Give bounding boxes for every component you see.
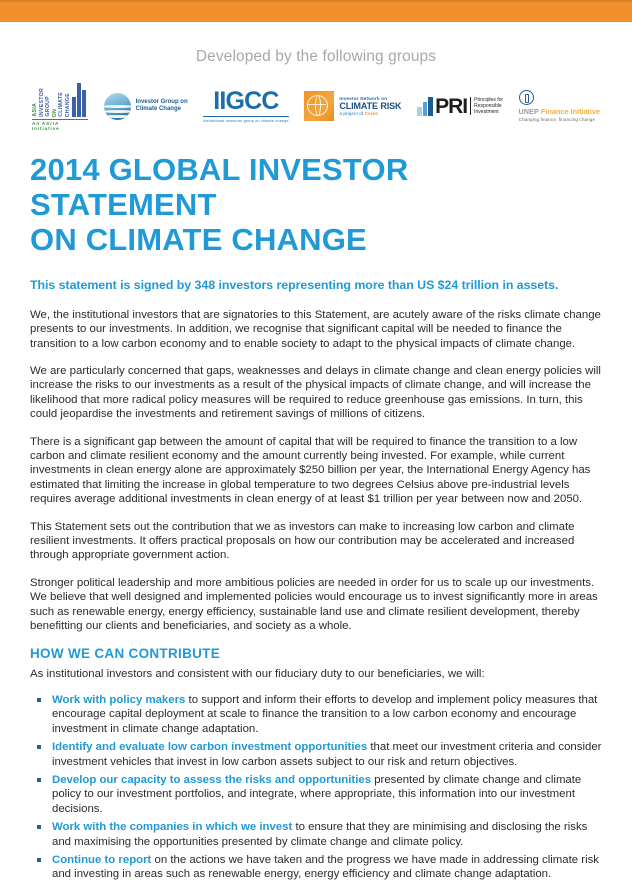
list-item-rest: to support and inform their efforts to develop and implement policy measures that encourage capital deployment at scale to finance the transition to a low carbon economy and encourage investment in climate change adaptation. (52, 693, 598, 735)
partner-logo-strip (30, 82, 602, 130)
list-item (30, 773, 602, 816)
page-title-line-1: 2014 GLOBAL INVESTOR STATEMENT (30, 152, 409, 222)
logo-investor-group-on-climate-change (104, 93, 188, 120)
list-item (30, 853, 602, 882)
aigcc-bar-chart-icon (72, 83, 87, 117)
pri-tagline-line-3: Investment (474, 109, 499, 115)
iigcc-tagline: institutional investors group on climate change (203, 116, 288, 123)
logo-investor-network-on-climate-risk (304, 91, 401, 121)
square-bullet-icon (37, 778, 41, 782)
incr-line-3 (339, 111, 401, 116)
pri-tagline-line-1: Principles for (474, 97, 504, 103)
list-item (30, 693, 602, 736)
square-bullet-icon (37, 858, 41, 862)
incr-project-prefix: a project of (339, 111, 365, 116)
paragraph-1: We, the institutional investors that are signatories to this Statement, are acutely aware of the risks climate change presents to our investments. In addition, we recognise that significant capital will be needed to finance the transition to a low carbon economy and to enable society to adapt to the physical impacts of climate change. (30, 308, 601, 350)
body-copy (30, 308, 602, 634)
square-bullet-icon (37, 745, 41, 749)
aigcc-word-change: CHANGE (64, 92, 71, 117)
page-title-line-2: ON CLIMATE CHANGE (30, 222, 367, 257)
unep-wordmark (519, 107, 600, 116)
paragraph-4: This Statement sets out the contribution that we as investors can make to increasing low carbon and climate resilient investments. It offers practical proposals on how our contribution may be accelerated and increased through appropriate government action. (30, 520, 575, 562)
square-bullet-icon (37, 825, 41, 829)
square-bullet-icon (37, 698, 41, 702)
list-item-text (52, 820, 602, 849)
logo-asia-investor-group-on-climate-change (32, 81, 88, 131)
contribution-bullet-list (30, 693, 602, 882)
incr-line-1: Investor Network on (339, 96, 388, 101)
page-subtitle: This statement is signed by 348 investors representing more than US $24 trillion in assets. (30, 277, 559, 292)
list-item-lead: Identify and evaluate low carbon investment opportunities (52, 741, 368, 754)
paragraph-5: Stronger political leadership and more ambitious policies are needed in order for us to scale up our investments. We believe that well designed and implemented policies would encourage us to invest significantly more in areas such as renewable energy, energy efficiency, sustainable land use and climate resilient development, thereby benefitting our clients and beneficiaries, and society as a whole. (30, 576, 598, 633)
developed-by-label: Developed by the following groups (195, 48, 437, 65)
pri-tagline (470, 97, 503, 115)
document-page (0, 48, 632, 882)
list-item-rest: on the actions we have taken and the progress we have made in addressing climate risk and investing in areas such as renewable energy, energy efficiency and climate change adaptation. (52, 853, 599, 881)
aigcc-word-investor: INVESTOR (38, 88, 45, 117)
aigcc-mark (32, 81, 87, 117)
list-item-text (52, 693, 602, 736)
logo-principles-for-responsible-investment (417, 94, 504, 118)
top-orange-banner (0, 0, 632, 22)
list-item-lead: Work with the companies in which we invest (52, 821, 293, 834)
page-title (30, 152, 602, 257)
list-item (30, 820, 602, 849)
list-item-text (52, 853, 602, 882)
aigcc-word-on: ON (51, 108, 58, 117)
unep-emblem-wrap (519, 90, 534, 106)
incr-line-2: CLIMATE RISK (339, 101, 402, 111)
list-item-rest: to ensure that they are minimising and disclosing the risks and maximising the opportunities presented by climate change and climate policy. (52, 821, 588, 848)
aigcc-word-asia: ASIA (32, 103, 38, 117)
igcc-wordmark (136, 99, 188, 114)
pri-tagline-line-2: Responsible (474, 103, 502, 109)
unep-abbreviation: UNEP (518, 109, 539, 117)
list-item-lead: Develop our capacity to assess the risks and opportunities (52, 773, 372, 786)
unep-tagline: Changing finance, financing change (518, 116, 596, 122)
paragraph-2: We are particularly concerned that gaps, weaknesses and delays in climate change and clean energy policies will increase the risks to our investments as a result of the physical impacts of climate change, and will increase the likelihood that more radical policy measures will be required to reduce greenhouse gas emissions. In turn, this could jeopardise the investments and retirement savings of millions of citizens. (30, 364, 601, 421)
incr-wordmark (339, 96, 401, 116)
list-item-text (52, 773, 602, 816)
unep-globe-icon (519, 90, 534, 105)
logo-unep-finance-initiative (519, 90, 600, 122)
section-intro-text: As institutional investors and consistent with our fiduciary duty to our beneficiaries, we will: (30, 668, 485, 681)
list-item-lead: Continue to report (52, 853, 152, 866)
incr-ceres-brand: Ceres (364, 111, 378, 116)
aigcc-word-group: GROUP (45, 96, 51, 117)
igcc-line-2: Climate Change (135, 106, 181, 112)
incr-globe-icon (304, 91, 334, 121)
igcc-line-1: Investor Group on (135, 98, 188, 105)
iigcc-wordmark: IIGCC (213, 87, 279, 116)
pri-wordmark: PRI (435, 94, 468, 118)
section-heading-how-we-can-contribute: HOW WE CAN CONTRIBUTE (30, 646, 221, 662)
list-item-text (52, 740, 602, 769)
paragraph-3: There is a significant gap between the amount of capital that will be required to finance the transition to a low carbon and climate resilient economy and the amount currently being invested. For example, while current investments in clean energy alone are approximately $250 billion per year, the International Energy Agency has estimated that limiting the increase in global temperature to two degrees Celsius above pre-industrial levels requires average additional investments in clean energy of at least $1 trillion per year between now and 2050. (30, 435, 591, 506)
aigcc-word-climate: CLIMATE (58, 92, 64, 117)
pri-bar-chart-icon (417, 97, 434, 116)
list-item-lead: Work with policy makers (52, 693, 186, 706)
list-item (30, 740, 602, 769)
logo-iigcc (203, 89, 288, 123)
list-item-rest: presented by climate change and climate policy to our investment portfolios, and integrate, where appropriate, this information into our investment decisions. (52, 773, 582, 815)
unep-brand: Finance Initiative (540, 107, 600, 117)
aigcc-tagline: An ASrIA Initiative (32, 119, 88, 131)
aigcc-vertical-words (32, 81, 71, 117)
list-item-rest: that meet our investment criteria and consider investment vehicles that invest in low carbon assets subject to our risk and return objectives. (52, 741, 602, 768)
igcc-globe-icon (104, 93, 131, 120)
